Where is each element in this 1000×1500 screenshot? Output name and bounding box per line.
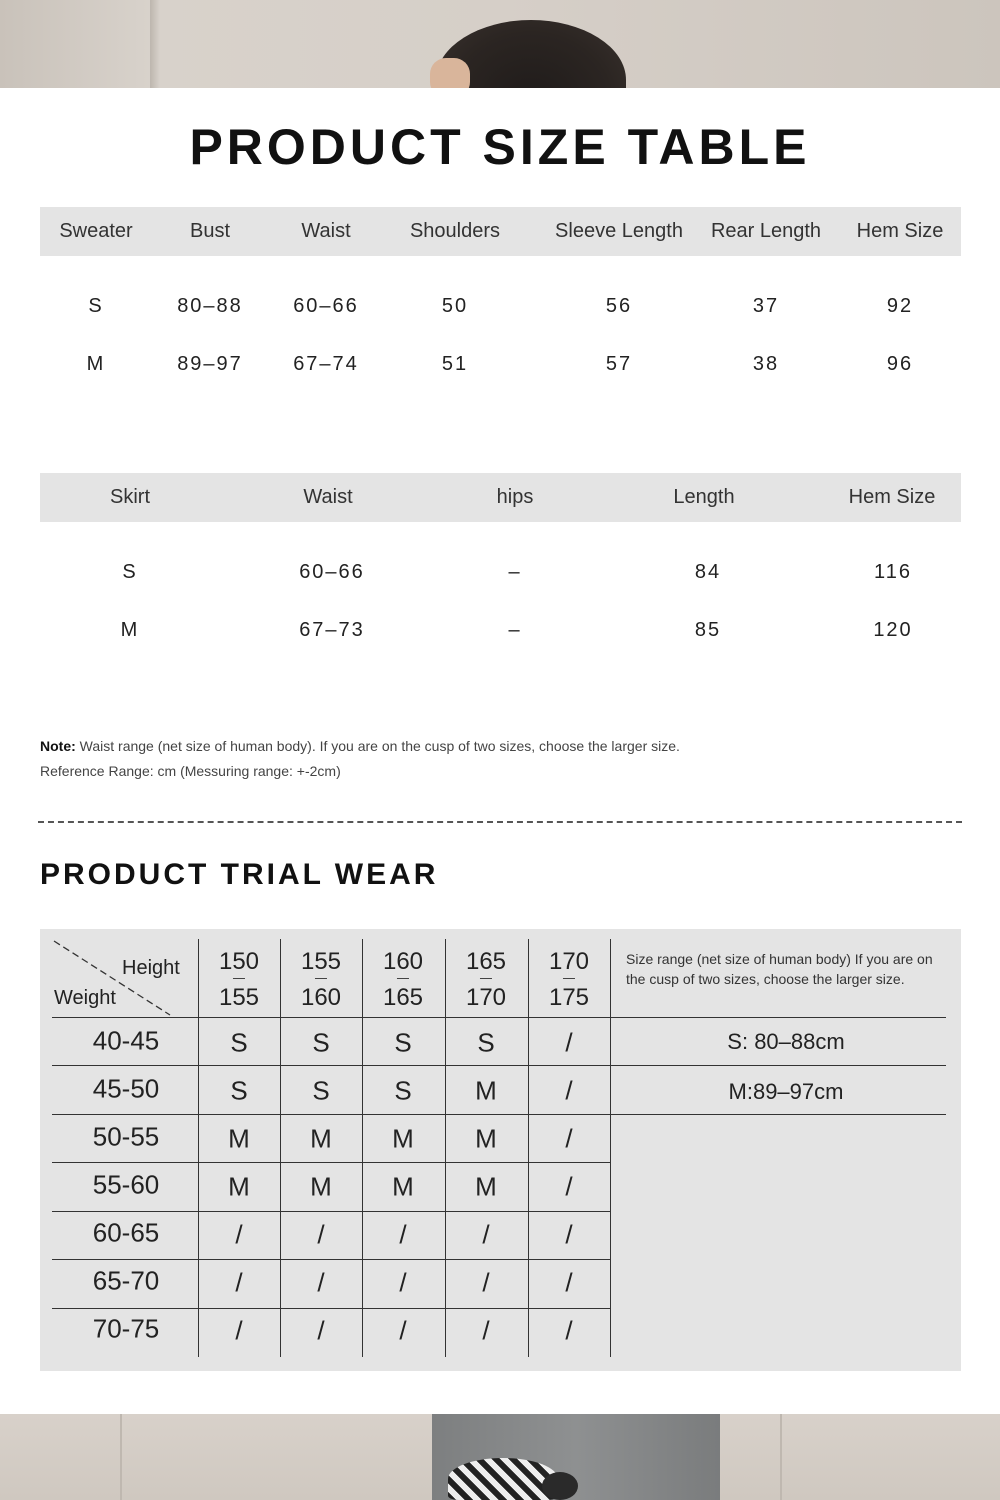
sweater-cell: 92 — [886, 295, 914, 317]
recommended-size-cell: / — [399, 1267, 407, 1298]
height-range-header — [383, 943, 423, 1016]
sweater-header-cell: Bust — [189, 220, 231, 242]
skirt-cell: M — [120, 619, 140, 641]
weight-range-cell: 40-45 — [92, 1025, 160, 1056]
background-photo-bottom — [0, 1414, 1000, 1500]
grid-hline — [52, 1114, 946, 1115]
grid-hline — [52, 1259, 610, 1260]
skirt-header-cell: Skirt — [110, 486, 150, 508]
height-range-header — [466, 943, 506, 1016]
grid-hline — [52, 1162, 610, 1163]
sweater-cell: 80–88 — [177, 295, 243, 317]
model-hand — [430, 58, 470, 88]
skirt-cell: S — [122, 561, 138, 583]
height-to: 165 — [382, 984, 424, 1011]
recommended-size-cell: M — [228, 1171, 250, 1202]
recommended-size-cell: S — [312, 1075, 330, 1106]
recommended-size-cell: M — [392, 1123, 414, 1154]
grid-hline — [52, 1017, 946, 1018]
recommended-size-cell: / — [399, 1315, 407, 1346]
grid-vline — [362, 939, 363, 1357]
sweater-cell: 89–97 — [177, 353, 243, 375]
skirt-cell: – — [508, 561, 522, 583]
sweater-header-cell: Waist — [301, 220, 351, 242]
skirt-header-cell: hips — [496, 486, 534, 508]
grid-vline — [280, 939, 281, 1357]
skirt-cell: 84 — [694, 561, 722, 583]
skirt-cell: 67–73 — [299, 619, 365, 641]
weight-range-cell: 60-65 — [92, 1217, 160, 1248]
sweater-header-cell: Hem Size — [856, 220, 944, 242]
trial-wear-title: PRODUCT TRIAL WEAR — [40, 858, 439, 891]
recommended-size-cell: S — [394, 1027, 412, 1058]
sweater-cell: 56 — [605, 295, 633, 317]
floor-tile-line — [780, 1414, 782, 1500]
recommended-size-cell: / — [482, 1267, 490, 1298]
skirt-cell: – — [508, 619, 522, 641]
sweater-header-cell: Shoulders — [409, 220, 501, 242]
size-range-s: S: 80–88cm — [727, 1029, 845, 1054]
recommended-size-cell: / — [235, 1267, 243, 1298]
grid-vline — [198, 939, 199, 1357]
grid-vline — [610, 939, 611, 1357]
recommended-size-cell: M — [310, 1171, 332, 1202]
note-line-1 — [40, 738, 680, 754]
skirt-cell: 120 — [873, 619, 913, 641]
floor-tile-line — [120, 1414, 122, 1500]
recommended-size-cell: M — [475, 1075, 497, 1106]
sweater-table-header — [40, 207, 961, 256]
recommended-size-cell: / — [565, 1219, 573, 1250]
recommended-size-cell: / — [317, 1315, 325, 1346]
recommended-size-cell: M — [475, 1123, 497, 1154]
grid-hline — [52, 1065, 946, 1066]
height-to: 160 — [300, 984, 342, 1011]
height-range-header — [301, 943, 341, 1016]
recommended-size-cell: / — [399, 1219, 407, 1250]
height-from: 165 — [465, 948, 507, 975]
recommended-size-cell: M — [475, 1171, 497, 1202]
recommended-size-cell: M — [310, 1123, 332, 1154]
recommended-size-cell: / — [565, 1315, 573, 1346]
background-photo-top — [0, 0, 1000, 88]
grid-vline — [528, 939, 529, 1357]
recommended-size-cell: / — [565, 1075, 573, 1106]
recommended-size-cell: / — [565, 1171, 573, 1202]
model-shoe — [542, 1472, 578, 1500]
recommended-size-cell: S — [230, 1075, 248, 1106]
skirt-cell: 116 — [874, 561, 912, 583]
weight-range-cell: 55-60 — [92, 1169, 160, 1200]
size-chart-sheet — [0, 88, 1000, 1414]
skirt-cell: 85 — [694, 619, 722, 641]
note-line-2: Reference Range: cm (Messuring range: +-2cm) — [40, 763, 341, 779]
note-label: Note: — [40, 738, 76, 754]
sweater-cell: M — [86, 353, 106, 375]
recommended-size-cell: / — [482, 1219, 490, 1250]
sweater-cell: 57 — [605, 353, 633, 375]
height-from: 150 — [218, 948, 260, 975]
recommended-size-cell: / — [235, 1219, 243, 1250]
weight-range-cell: 65-70 — [92, 1265, 160, 1296]
height-range-header — [219, 943, 259, 1016]
sweater-cell: 67–74 — [293, 353, 359, 375]
note-text: Waist range (net size of human body). If you are on the cusp of two sizes, choose the larger size. — [75, 738, 680, 754]
recommended-size-cell: / — [482, 1315, 490, 1346]
model-shoe — [448, 1458, 558, 1500]
skirt-header-cell: Waist — [303, 486, 353, 508]
skirt-cell: 60–66 — [299, 561, 365, 583]
height-to: 155 — [218, 984, 260, 1011]
height-from: 155 — [300, 948, 342, 975]
recommended-size-cell: S — [477, 1027, 495, 1058]
skirt-header-cell: Length — [673, 486, 735, 508]
recommended-size-cell: / — [565, 1267, 573, 1298]
sweater-cell: S — [88, 295, 104, 317]
sweater-header-cell: Rear Length — [710, 220, 822, 242]
sweater-cell: 38 — [752, 353, 780, 375]
height-range-header — [549, 943, 589, 1016]
corner-weight-label: Weight — [54, 987, 116, 1009]
recommended-size-cell: S — [394, 1075, 412, 1106]
trial-wear-table — [40, 929, 961, 1371]
sweater-cell: 37 — [752, 295, 780, 317]
corner-height-label: Height — [122, 957, 180, 979]
height-to: 170 — [465, 984, 507, 1011]
height-to: 175 — [548, 984, 590, 1011]
sweater-cell: 96 — [886, 353, 914, 375]
sweater-header-cell: Sweater — [59, 220, 133, 242]
height-from: 170 — [548, 948, 590, 975]
wall-edge — [150, 0, 160, 88]
sweater-header-cell: Sleeve Length — [555, 220, 683, 242]
weight-range-cell: 70-75 — [92, 1313, 160, 1344]
recommended-size-cell: S — [230, 1027, 248, 1058]
page-title: PRODUCT SIZE TABLE — [189, 119, 811, 175]
height-from: 160 — [382, 948, 424, 975]
grid-hline — [52, 1308, 610, 1309]
grid-hline — [52, 1211, 610, 1212]
recommended-size-cell: M — [228, 1123, 250, 1154]
grid-vline — [445, 939, 446, 1357]
recommended-size-cell: / — [317, 1267, 325, 1298]
recommended-size-cell: / — [565, 1027, 573, 1058]
size-range-note: Size range (net size of human body) If you are on the cusp of two sizes, choose the larger size. — [626, 951, 933, 987]
size-range-m: M:89–97cm — [728, 1079, 844, 1104]
recommended-size-cell: / — [235, 1315, 243, 1346]
recommended-size-cell: S — [312, 1027, 330, 1058]
weight-range-cell: 50-55 — [92, 1121, 160, 1152]
sweater-cell: 50 — [441, 295, 469, 317]
skirt-header-cell: Hem Size — [848, 486, 936, 508]
sweater-cell: 51 — [441, 353, 469, 375]
weight-range-cell: 45-50 — [92, 1073, 160, 1104]
recommended-size-cell: M — [392, 1171, 414, 1202]
sweater-cell: 60–66 — [293, 295, 359, 317]
recommended-size-cell: / — [317, 1219, 325, 1250]
section-divider — [38, 821, 962, 823]
recommended-size-cell: / — [565, 1123, 573, 1154]
